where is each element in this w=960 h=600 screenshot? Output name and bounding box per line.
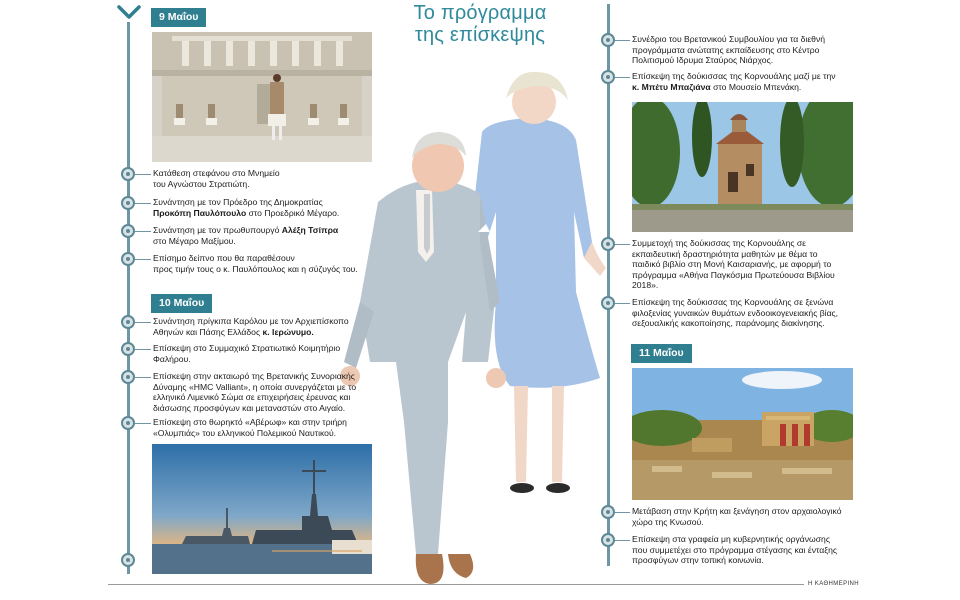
- timeline-connector: [135, 231, 151, 232]
- schedule-item-prime-minister: Συνάντηση με τον πρωθυπουργό Αλέξη Τσίπρα στο Μέγαρο Μαξίμου.: [153, 225, 339, 246]
- day-label-may11: 11 Μαΐου: [631, 344, 692, 363]
- timeline-connector: [615, 540, 630, 541]
- page-title: [400, 2, 560, 46]
- schedule-item-ngo: Επίσκεψη στα γραφεία μη κυβερνητικής οργάνωσης που συμμετέχει στο πρόγραμμα στέγασης και ένταξης προσφύγων στην τοπική κοινωνία.: [632, 534, 838, 565]
- day-label-may10: 10 Μαΐου: [151, 294, 212, 313]
- title-line-1: Το πρόγραμμα: [413, 2, 547, 24]
- schedule-item-president: Συνάντηση με τον Πρόεδρο της Δημοκρατίας Προκόπη Παυλόπουλο στο Προεδρικό Μέγαρο.: [153, 197, 340, 218]
- schedule-item-shelter: Επίσκεψη της δούκισσας της Κορνουάλης σε ξενώνα φιλοξενίας γυναικών θυμάτων ενδοοικογενειακής βίας, σεξουαλικής κακοποίησης, παράνομης διακίνησης.: [632, 297, 839, 328]
- schedule-item-cemetery: Επίσκεψη στο Συμμαχικό Στρατιωτικό Κοιμητήριο Φαλήρου.: [153, 343, 341, 364]
- timeline-connector: [135, 322, 151, 323]
- timeline-node: [121, 416, 135, 430]
- timeline-node: [601, 505, 615, 519]
- chevron-down-icon: [116, 4, 142, 20]
- timeline-node: [121, 224, 135, 238]
- timeline-connector: [135, 377, 151, 378]
- timeline-node: [121, 370, 135, 384]
- schedule-item-book-capital: Συμμετοχή της δούκισσας της Κορνουάλης σε εκπαιδευτική δραστηριότητα μαθητών με θέμα το παιδικό βιβλίο στη Μονή Καισαριανής, με αφορμή το πρόγραμμα «Αθήνα Παγκόσμια Πρωτεύουσα Βιβλίου 2018».: [632, 238, 835, 290]
- timeline-node: [121, 553, 135, 567]
- timeline-connector: [135, 349, 151, 350]
- timeline-node: [601, 33, 615, 47]
- timeline-left: [127, 22, 130, 574]
- timeline-node: [121, 342, 135, 356]
- schedule-item-british-council: Συνέδριο του Βρετανικού Συμβουλίου για τα διεθνή προγράμματα ανώτατης εκπαίδευσης στο Κέντρο Πολιτισμού Ιδρυμα Σταύρος Νιάρχος.: [632, 34, 826, 65]
- timeline-connector: [135, 259, 151, 260]
- footer-divider: [108, 584, 804, 585]
- timeline-node: [601, 237, 615, 251]
- publication-credit: Η ΚΑΘΗΜΕΡΙΝΗ: [808, 581, 860, 587]
- schedule-item-averof: Επίσκεψη στο θωρηκτό «Αβέρωφ» και στην τριήρη «Ολυμπιάς» του ελληνικού Πολεμικού Ναυτικού.: [153, 417, 347, 438]
- timeline-node: [121, 167, 135, 181]
- schedule-item-patrol-vessel: Επίσκεψη στην ακταιωρό της Βρετανικής Συνοριακής Δύναμης «HMC Valliant», η οποία συνεργάζεται με το ελληνικό Λιμενικό Σώμα σε επιχειρήσεις έρευνας και διάσωσης προσφύγων και μεταναστών στο Αιγαίο.: [153, 371, 357, 413]
- timeline-node: [121, 315, 135, 329]
- schedule-item-wreath: Κατάθεση στεφάνου στο Μνημείο του Αγνώστου Στρατιώτη.: [153, 168, 280, 189]
- timeline-node: [601, 70, 615, 84]
- timeline-node: [601, 533, 615, 547]
- timeline-connector: [135, 203, 151, 204]
- title-line-2: της επίσκεψης: [414, 24, 546, 46]
- schedule-item-benaki: Επίσκεψη της δούκισσας της Κορνουάλης μαζί με την κ. Μπέτυ Μπαζιάνα στο Μουσείο Μπενάκη.: [632, 71, 836, 92]
- schedule-item-dinner: Επίσημο δείπνο που θα παραθέσουν προς τιμήν τους ο κ. Παυλόπουλος και η σύζυγός του.: [153, 253, 358, 274]
- day-label-may9: 9 Μαΐου: [151, 8, 206, 27]
- kaisariani-monastery-photo: [632, 102, 853, 232]
- timeline-connector: [615, 512, 630, 513]
- timeline-connector: [135, 174, 151, 175]
- timeline-node: [121, 196, 135, 210]
- timeline-node: [121, 252, 135, 266]
- schedule-item-knossos: Μετάβαση στην Κρήτη και ξενάγηση στον αρχαιολογικό χώρο της Κνωσού.: [632, 506, 842, 527]
- knossos-photo: [632, 368, 853, 500]
- timeline-node: [601, 296, 615, 310]
- schedule-item-archbishop: Συνάντηση πρίγκιπα Καρόλου με τον Αρχιεπίσκοπο Αθηνών και Πάσης Ελλάδος κ. Ιερώνυμο.: [153, 316, 349, 337]
- timeline-connector: [135, 423, 151, 424]
- timeline-connector: [615, 77, 630, 78]
- royal-couple-photo: [330, 62, 630, 594]
- timeline-connector: [615, 303, 630, 304]
- timeline-connector: [615, 40, 630, 41]
- timeline-connector: [615, 244, 630, 245]
